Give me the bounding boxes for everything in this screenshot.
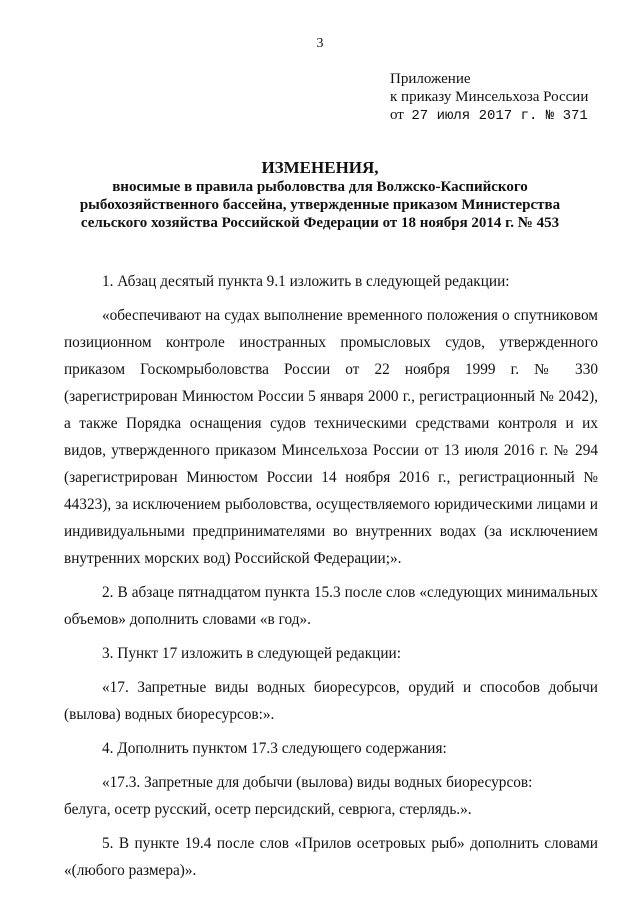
paragraph-1: 1. Абзац десятый пункта 9.1 изложить в следующей редакции: [102, 273, 510, 290]
paragraph-4: 4. Дополнить пунктом 17.3 следующего содержания: [102, 740, 447, 757]
appendix-date [390, 106, 588, 125]
title-heading: ИЗМЕНЕНИЯ, [261, 158, 379, 177]
appendix-date-prefix: от [390, 107, 404, 123]
title-line: рыбохозяйственного бассейна, утвержденные приказом Министерства [79, 197, 561, 213]
paragraph-quote-17: «17. Запретные виды водных биоресурсов, орудий и способов добычи (вылова) водных биоресурсов:». [64, 679, 598, 723]
paragraph-5: 5. В пункте 19.4 после слов «Прилов осетровых рыб» дополнить словами «(любого размера)». [64, 835, 598, 879]
appendix-order-ref: к приказу Минсельхоза России [390, 89, 589, 105]
document-body [64, 268, 598, 884]
paragraph-quote-9-1: «обеспечивают на судах выполнение временного положения о спутниковом позиционном контроле иностранных промысловых судов, утвержденного приказом Госкомрыболовства России от 22 ноября 1999 г. № 330 (зарегистрирован Минюстом России 5 января 2000 г., регистрационный № 2042), а также Порядка оснащения судов техническими средствами контроля и их видов, утвержденного приказом Минсельхоза России от 13 июля 2016 г. № 294 (зарегистрирован Минюстом России 14 ноября 2016 г., регистрационный № 44323), за исключением рыболовства, осуществляемого юридическими лицами и индивидуальными предпринимателями во внутренних водах (за исключением внутренних морских вод) Российской Федерации;». [64, 307, 598, 567]
appendix-block [390, 70, 588, 125]
paragraph-3: 3. Пункт 17 изложить в следующей редакции: [102, 645, 401, 662]
appendix-date-value: 27 июля 2017 г. № 371 [411, 108, 588, 124]
appendix-title: Приложение [390, 71, 471, 87]
page-number: 3 [316, 36, 324, 51]
title-line: сельского хозяйства Российской Федерации от 18 ноября 2014 г. № 453 [80, 215, 560, 231]
document-title [0, 157, 640, 232]
paragraph-2: 2. В абзаце пятнадцатом пункта 15.3 после слов «следующих минимальных объемов» дополнить словами «в год». [64, 584, 598, 628]
paragraph-quote-17-3: «17.3. Запретные для добычи (вылова) виды водных биоресурсов: [102, 774, 533, 791]
paragraph-species-list: белуга, осетр русский, осетр персидский, севрюга, стерлядь.». [64, 801, 472, 818]
title-line: вносимые в правила рыболовства для Волжско-Каспийского [112, 179, 528, 195]
